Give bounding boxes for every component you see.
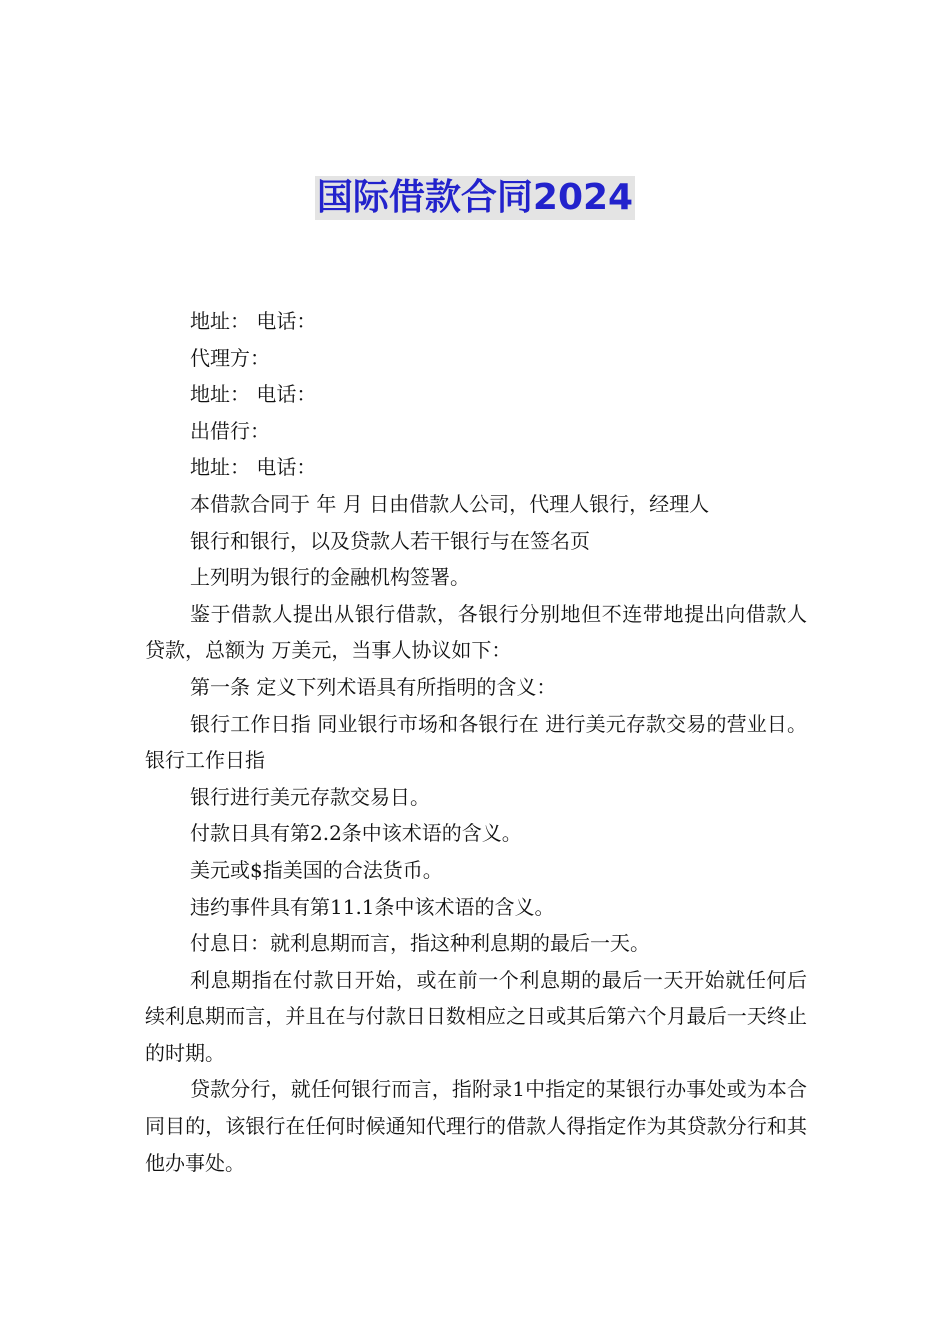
- paragraph-address-2: 地址： 电话：: [190, 382, 317, 407]
- paragraph-lender: 出借行：: [190, 418, 270, 443]
- paragraph-intro-1: 本借款合同于 年 月 日由借款人公司，代理人银行，经理人: [190, 491, 710, 516]
- paragraph-business-day-2: 银行进行美元存款交易日。: [190, 784, 430, 809]
- paragraph-whereas: 鉴于借款人提出从银行借款，各银行分别地但不连带地提出向借款人贷款，总额为 万美元，当事人协议如下：: [145, 601, 807, 663]
- paragraph-address-1: 地址： 电话：: [190, 309, 317, 333]
- document-title: 国际借款合同2024: [316, 177, 634, 218]
- paragraph-address-3: 地址： 电话：: [190, 455, 317, 480]
- paragraph-agent: 代理方：: [190, 345, 270, 370]
- paragraph-interest-date: 付息日：就利息期而言，指这种利息期的最后一天。: [190, 931, 650, 956]
- document-body: [145, 303, 807, 1181]
- title-container: [0, 176, 950, 220]
- paragraph-lending-office: 贷款分行，就任何银行而言，指附录1中指定的某银行办事处或为本合同目的，该银行在任何时候通知代理行的借款人得指定作为其贷款分行和其他办事处。: [145, 1077, 807, 1175]
- paragraph-default-event: 违约事件具有第11.1条中该术语的含义。: [190, 894, 555, 919]
- paragraph-interest-period: 利息期指在付款日开始，或在前一个利息期的最后一天开始就任何后续利息期而言，并且在与付款日日数相应之日或其后第六个月最后一天终止的时期。: [145, 967, 807, 1065]
- paragraph-intro-3: 上列明为银行的金融机构签署。: [190, 565, 470, 590]
- paragraph-intro-2: 银行和银行，以及贷款人若干银行与在签名页: [190, 528, 590, 553]
- paragraph-article-1: 第一条 定义下列术语具有所指明的含义：: [190, 674, 557, 699]
- paragraph-payment-date: 付款日具有第2.2条中该术语的含义。: [190, 821, 522, 846]
- paragraph-dollar: 美元或$指美国的合法货币。: [190, 857, 443, 882]
- paragraph-business-day: 银行工作日指 同业银行市场和各银行在 进行美元存款交易的营业日。 银行工作日指: [145, 711, 807, 773]
